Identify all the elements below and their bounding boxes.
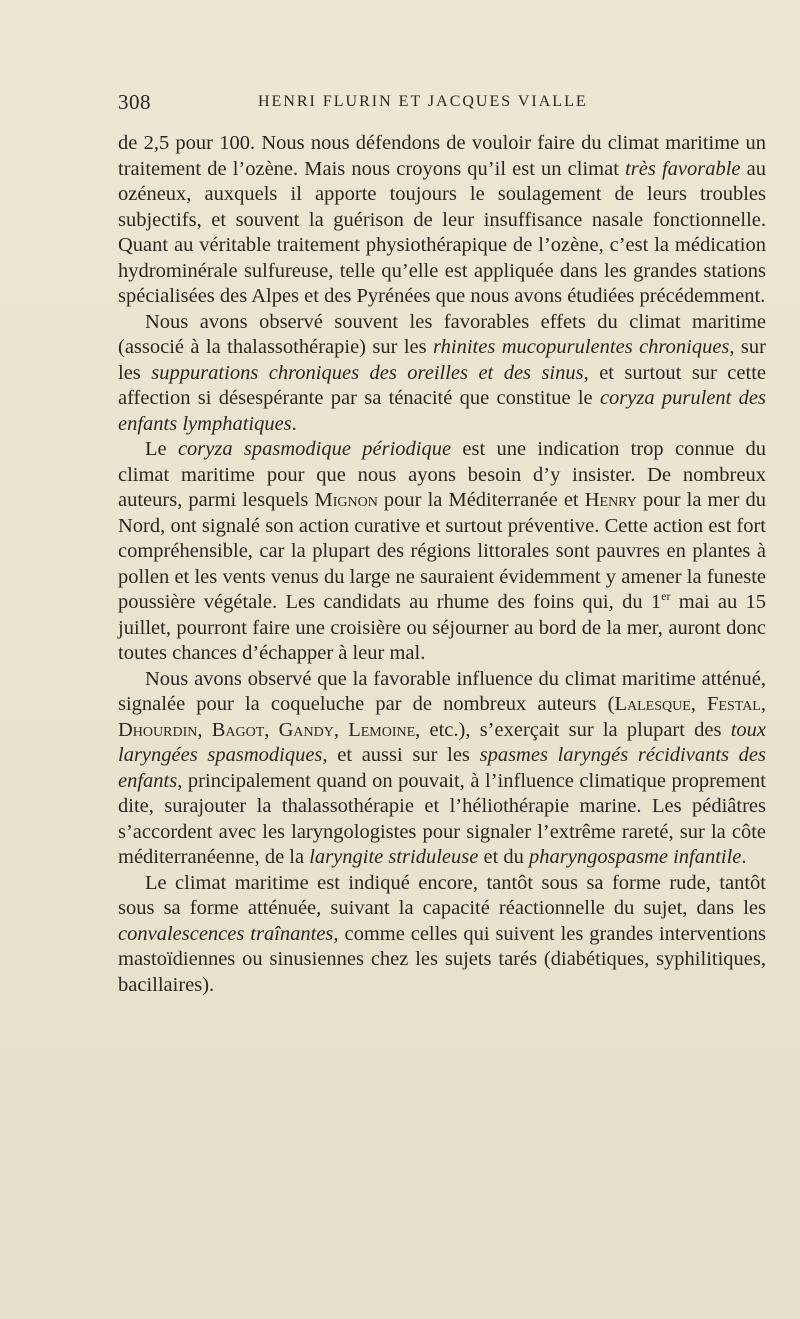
text-run: , principalement quand on pouvait, à l’influence climatique proprement dite, surajouter la thalassothérapie et l’héliothérapie marine. Les pédiâtres s’accordent avec les laryngologistes pour signaler l’extrême rareté, sur la côte méditerranéenne, de la <box>118 769 766 868</box>
text-run: de 2,5 pour 100. Nous nous défendons de vouloir faire du climat maritime un traitement de l’ozène. Mais nous croyons qu’il est un climat <box>118 132 766 180</box>
text-run: au ozéneux, auxquels il apporte toujours le soulagement de leurs troubles subjectifs, et souvent la guérison de leur insuffisance nasale fonctionnelle. Quant au véritable traitement physiothérapique de l’ozène, c’est la médication hydrominérale sulfureuse, telle qu’elle est appliquée dans les grandes stations spécialisées des Alpes et des Pyrénées que nous avons étudiées précédemment. <box>118 157 766 307</box>
text-run: . <box>741 846 747 868</box>
italic-term: coryza spasmodique périodique <box>177 438 452 460</box>
author-name: Bagot <box>211 718 265 741</box>
paragraph-4 <box>118 667 766 871</box>
text-run: , et surtout sur cette affection si désespérante par sa ténacité que constitue le <box>118 361 766 409</box>
text-run: . <box>291 412 297 435</box>
text-run: mai au 15 juillet, pourront faire une croisière ou séjourner au bord de la mer, auront donc toutes chances d’échapper à leur mal. <box>118 591 767 664</box>
text-run: , <box>760 693 766 715</box>
author-name: Gandy <box>278 718 334 741</box>
author-name: Lemoine <box>348 718 416 741</box>
paragraph-5 <box>118 871 766 999</box>
author-name: Henry <box>584 489 637 511</box>
text-run: Nous avons observé souvent les favorables effets du climat maritime (associé à la thalassothérapie) sur les <box>118 310 766 358</box>
text-run: , etc.), s’exerçait sur la plupart des <box>415 718 731 741</box>
paragraph-2 <box>118 310 766 438</box>
text-run: , <box>333 718 349 741</box>
text-run: , <box>264 718 279 741</box>
italic-term: rhinites mucopurulentes chroniques <box>433 336 730 358</box>
italic-term: toux laryngées spasmodiques <box>118 718 766 766</box>
ordinal-superscript: er <box>661 589 671 604</box>
text-run: Le <box>145 438 178 460</box>
italic-term: convalescences traînantes <box>118 922 334 945</box>
text-run: et du <box>478 846 530 868</box>
italic-term: laryngite striduleuse <box>309 846 479 868</box>
paragraph-3 <box>118 437 766 667</box>
page-header <box>118 90 766 116</box>
text-run: , <box>690 693 708 715</box>
italic-term: pharyngospasme infantile <box>529 846 742 868</box>
text-run: , sur les <box>118 336 766 384</box>
author-name: Dhourdin <box>118 718 198 741</box>
author-name: Festal <box>707 693 761 715</box>
italic-term: très favorable <box>625 157 741 180</box>
text-run: , comme celles qui suivent les grandes interventions mastoïdiennes ou sinusiennes chez les sujets tarés (diabétiques, syphilitiques, bacillaires). <box>118 922 767 996</box>
paragraph-1 <box>118 131 766 310</box>
text-run: , <box>197 718 212 741</box>
text-run: Nous avons observé que la favorable influence du climat maritime atténué, signalée pour la coqueluche par de nombreux auteurs ( <box>118 667 766 715</box>
italic-term: suppurations chroniques des oreilles et des sinus <box>151 361 584 384</box>
italic-term: coryza purulent des enfants lymphatiques <box>118 387 766 435</box>
text-run: Le climat maritime est indiqué encore, tantôt sous sa forme rude, tantôt sous sa forme atténuée, suivant la capacité réactionnelle du sujet, dans les <box>118 871 766 919</box>
running-title: HENRI FLURIN ET JACQUES VIALLE <box>258 93 588 110</box>
text-run: est une indication trop connue du climat maritime pour que nous ayons besoin d’y insister. De nombreux auteurs, parmi lesquels <box>118 438 766 511</box>
italic-term: spasmes laryngés récidivants des enfants <box>118 744 766 792</box>
author-name: Mignon <box>314 489 378 511</box>
text-run: pour la mer du Nord, ont signalé son action curative et surtout préventive. Cette action est fort compréhensible, car la plupart des régions littorales sont pauvres en plantes à pollen et les vents venus du large ne sauraient évidemment y amener la funeste poussière végétale. Les candidats au rhume des foins qui, du 1 <box>118 489 766 613</box>
body-text <box>118 131 766 998</box>
text-run: , et aussi sur les <box>322 744 480 766</box>
author-name: Lalesque <box>614 693 691 715</box>
page-number: 308 <box>118 90 151 114</box>
text-run: pour la Méditerranée et <box>377 489 585 511</box>
